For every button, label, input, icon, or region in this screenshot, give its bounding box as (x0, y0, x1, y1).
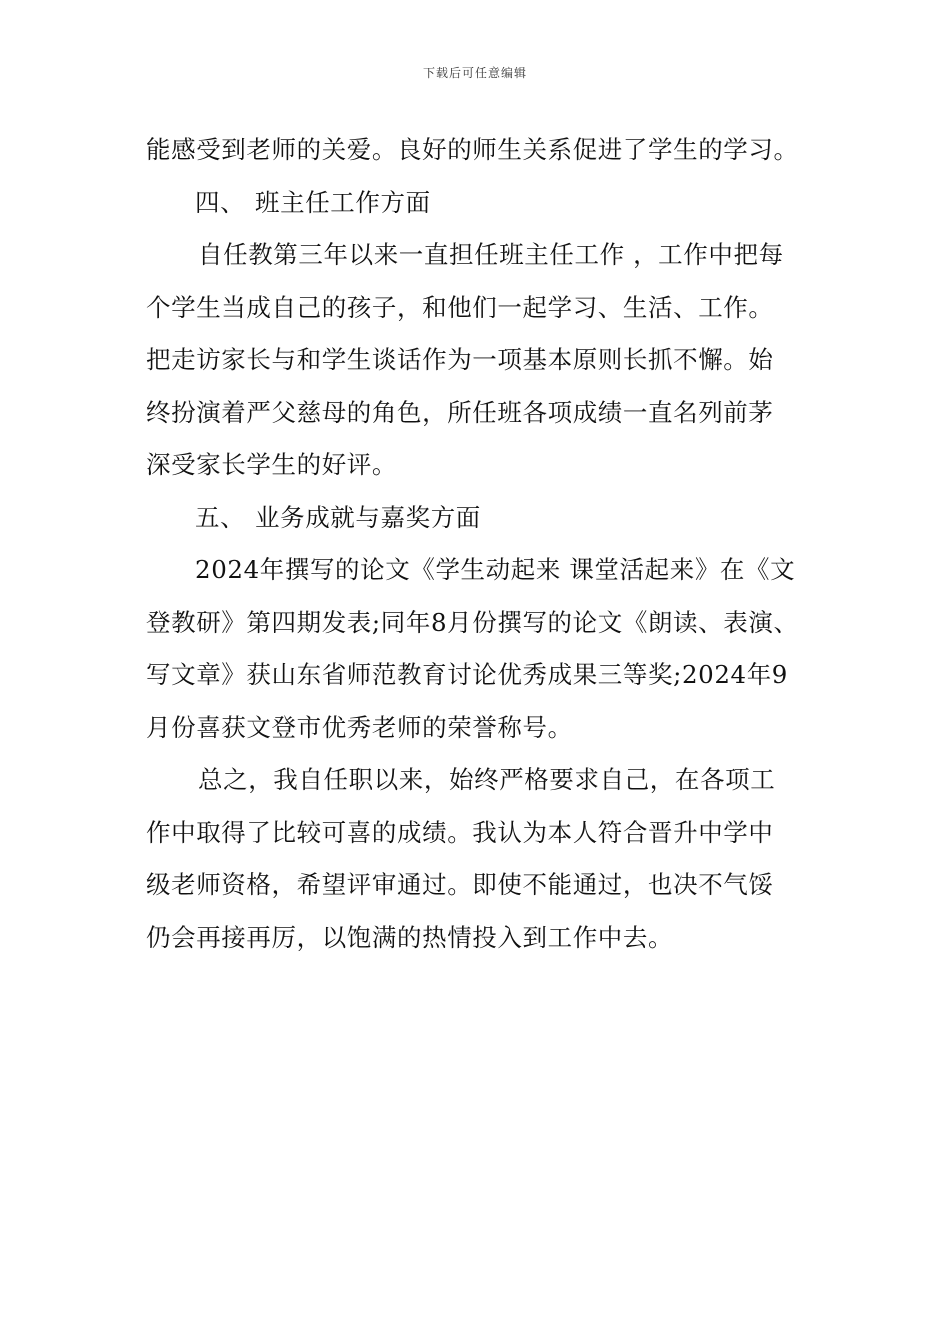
page-header-note: 下载后可任意编辑 (422, 66, 527, 80)
body-line: 写文章》获山东省师范教育讨论优秀成果三等奖;2024年9 (146, 660, 788, 689)
body-line: 总之，我自任职以来，始终严格要求自己，在各项工 (198, 765, 776, 794)
section-number: 五、 (195, 502, 246, 532)
body-line: 作中取得了比较可喜的成绩。我认为本人符合晋升中学中 (146, 817, 774, 847)
body-line: 级老师资格，希望评审通过。即使不能通过，也决不气馁 (146, 870, 774, 899)
body-line: 能感受到老师的关爱。良好的师生关系促进了学生的学习。 (146, 135, 799, 164)
body-line: 月份喜获文登市优秀老师的荣誉称号。 (146, 712, 573, 742)
section-title: 业务成就与嘉奖方面 (255, 502, 481, 532)
section-heading-4 (146, 181, 811, 234)
document-body (146, 128, 811, 968)
body-line: 仍会再接再厉，以饱满的热情投入到工作中去。 (146, 922, 674, 952)
body-line: 把走访家长与和学生谈话作为一项基本原则长抓不懈。始 (146, 345, 774, 374)
section-number: 四、 (195, 187, 246, 217)
body-line: 深受家长学生的好评。 (146, 450, 397, 479)
section-title: 班主任工作方面 (255, 187, 431, 217)
body-line: 2024年撰写的论文《学生动起来 课堂活起来》在《文 (195, 555, 796, 584)
section-heading-5 (146, 496, 811, 549)
body-line: 终扮演着严父慈母的角色，所任班各项成绩一直名列前茅 (146, 397, 774, 427)
body-line: 自任教第三年以来一直担任班主任工作 ，工作中把每 (198, 240, 784, 269)
body-line: 登教研》第四期发表;同年8月份撰写的论文《朗读、表演、 (146, 607, 799, 637)
body-line: 个学生当成自己的孩子，和他们一起学习、生活、工作。 (146, 292, 774, 322)
